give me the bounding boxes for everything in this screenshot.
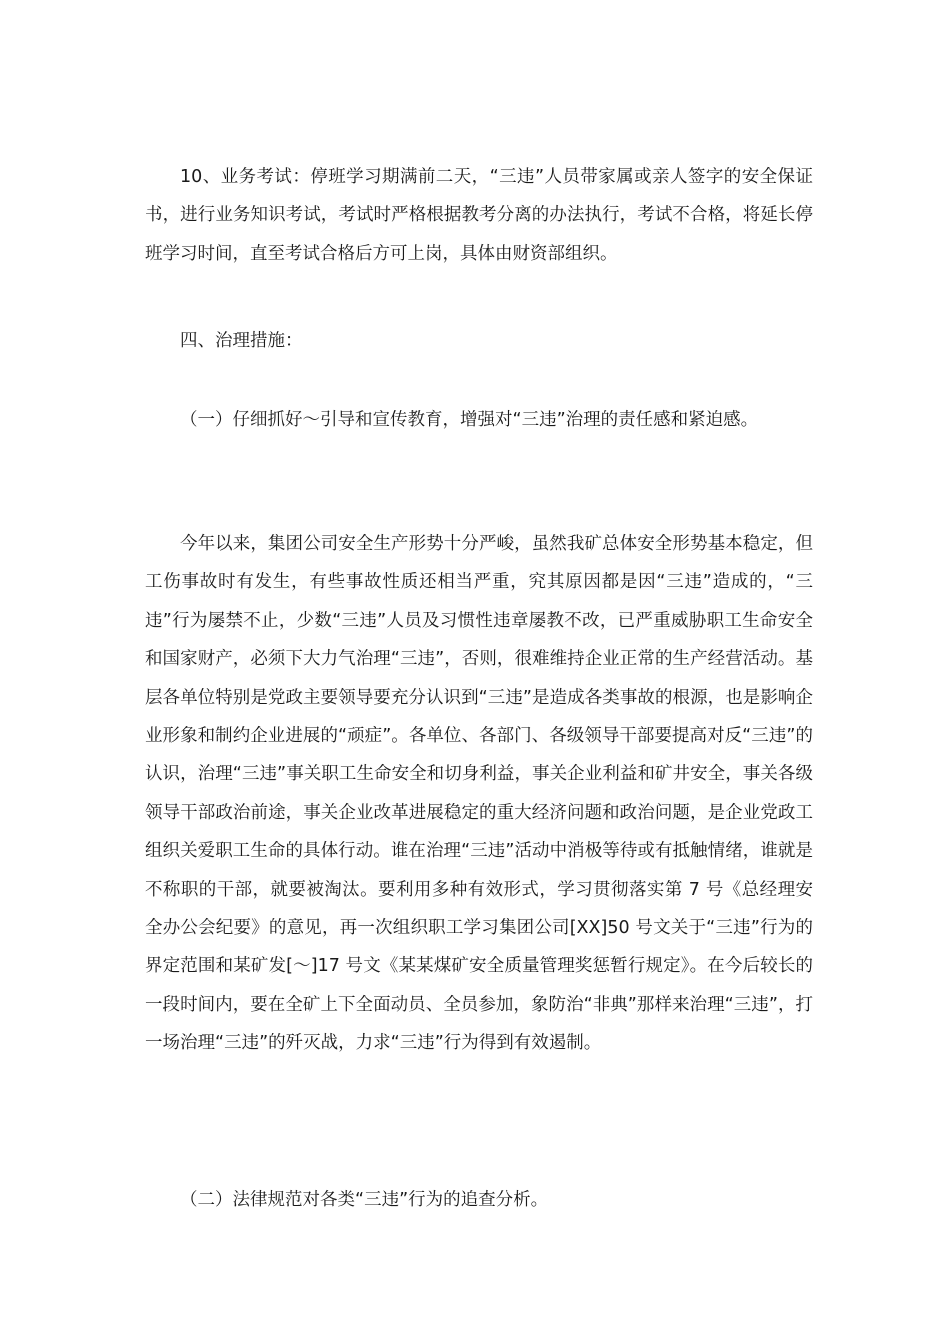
paragraph-business-exam: 10、业务考试：停班学习期满前二天，“三违”人员带家属或亲人签字的安全保证书，进行业务知识考试，考试时严格根据教考分离的办法执行，考试不合格，将延长停班学习时间，直至考试合格后方可上岗，具体由财资部组织。: [145, 167, 813, 264]
heading-governance-measures: 四、治理措施：: [180, 331, 303, 351]
subheading-guidance-education: （一）仔细抓好～引导和宣传教育，增强对“三违”治理的责任感和紧迫感。: [180, 410, 759, 430]
subheading-legal-norms: （二）法律规范对各类“三违”行为的追查分析。: [180, 1190, 549, 1210]
paragraph-safety-situation: 今年以来，集团公司安全生产形势十分严峻，虽然我矿总体安全形势基本稳定，但工伤事故时有发生，有些事故性质还相当严重，究其原因都是因“三违”造成的，“三违”行为屡禁不止，少数“三违”人员及习惯性违章屡教不改，已严重威胁职工生命安全和国家财产，必须下大力气治理“三违”，否则，很难维持企业正常的生产经营活动。基层各单位特别是党政主要领导要充分认识到“三违”是造成各类事故的根源，也是影响企业形象和制约企业进展的“顽症”。各单位、各部门、各级领导干部要提高对反“三违”的认识，治理“三违”事关职工生命安全和切身利益，事关企业利益和矿井安全，事关各级领导干部政治前途，事关企业改革进展稳定的重大经济问题和政治问题，是企业党政工组织关爱职工生命的具体行动。谁在治理“三违”活动中消极等待或有抵触情绪，谁就是不称职的干部，就要被淘汰。要利用多种有效形式，学习贯彻落实第 7 号《总经理安全办公会纪要》的意见，再一次组织职工学习集团公司[XX]50 号文关于“三违”行为的界定范围和某矿发[～]17 号文《某某煤矿安全质量管理奖惩暂行规定》。在今后较长的一段时间内，要在全矿上下全面动员、全员参加，象防治“非典”那样来治理“三违”，打一场治理“三违”的歼灭战，力求“三违”行为得到有效遏制。: [145, 534, 813, 1054]
